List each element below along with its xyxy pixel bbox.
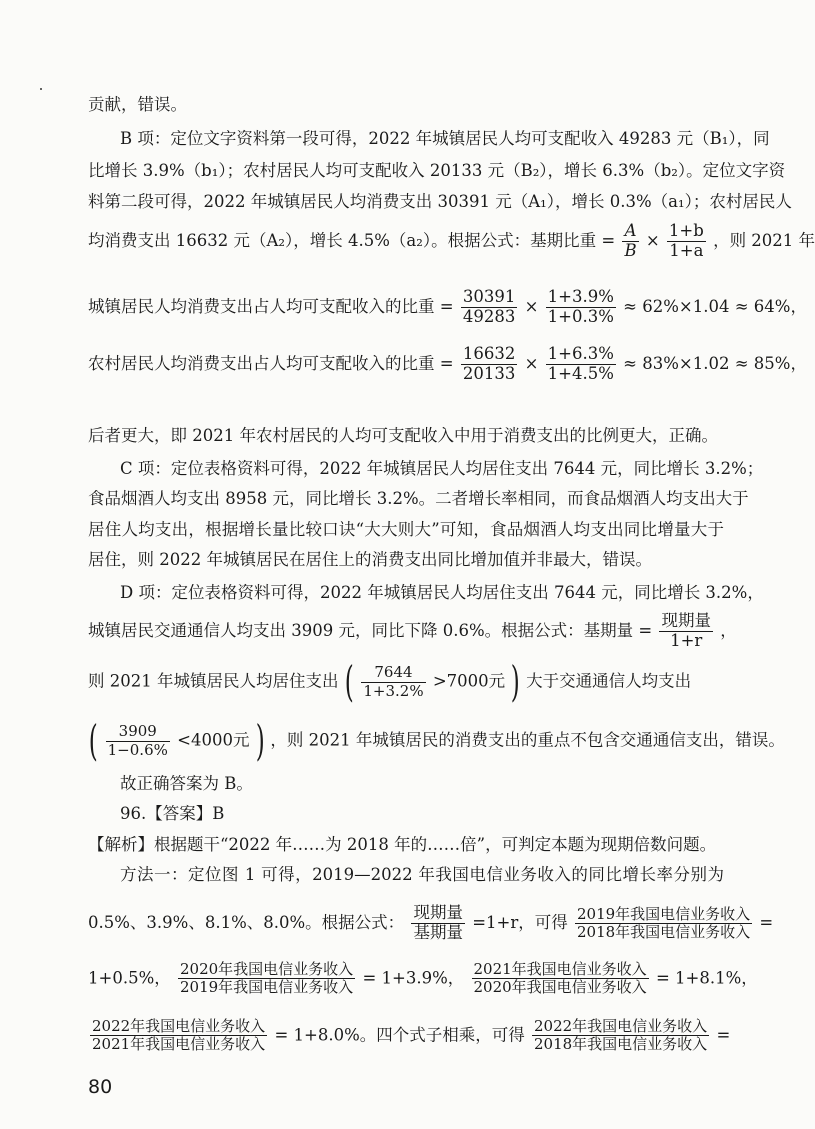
formula-line (88, 960, 758, 997)
text-line: 比增长 3.9%（b₁）；农村居民人均可支配收入 20133 元（B₂），增长 6.3%（b₂）。定位文字资 (88, 161, 786, 180)
fraction: $\frac{3909}{1-0.6\%}$ (107, 722, 168, 759)
answer-heading: 96.【答案】B (120, 804, 225, 823)
text: 则 2021 年城镇居民人均居住支出 (88, 671, 339, 691)
fraction: $\frac{30391}{49283}$ (462, 287, 516, 326)
text: = 1+8.0%。四个式子相乘，可得 (274, 1025, 525, 1045)
text: ≈ 62%×1.04 ≈ 64%， (623, 296, 807, 316)
text: = 1+3.9%， (362, 968, 465, 988)
fraction: $\frac{1+3.9\%}{1+0.3\%}$ (547, 287, 614, 326)
text-line: 方法一：定位图 1 可得，2019—2022 年我国电信业务收入的同比增长率分别为 (120, 865, 724, 884)
analysis-line: 【解析】根据题干“2022 年……为 2018 年的……倍”，可判定本题为现期倍数问题。 (88, 835, 717, 854)
text-line: 故正确答案为 B。 (120, 774, 253, 793)
fraction: $\frac{\text{2022年我国电信业务收入}}{\text{2021年我国电信业务收入}}$ (92, 1017, 266, 1054)
times-sign: × (524, 296, 539, 316)
text-line: 居住，则 2022 年城镇居民在居住上的消费支出同比增加值并非最大，错误。 (88, 550, 652, 569)
equals-sign: = (716, 1025, 731, 1045)
times-sign: × (645, 230, 660, 250)
text-line: 料第二段可得，2022 年城镇居民人均消费支出 30391 元（A₁），增长 0.3%（a₁）；农村居民人 (88, 192, 792, 211)
fraction: $\frac{\text{现期量}}{\text{基期量}}$ (413, 903, 463, 942)
text-line: C 项：定位表格资料可得，2022 年城镇居民人均居住支出 7644 元，同比增长 3.2%； (120, 459, 764, 478)
text: ，则 2021 年城镇居民的消费支出的重点不包含交通通信支出，错误。 (270, 730, 785, 750)
text: >7000元 (432, 671, 506, 691)
formula-line (88, 716, 785, 765)
text: =1+r，可得 (472, 912, 568, 932)
text-line: 居住人均支出，根据增长量比较口诀“大大则大”可知，食品烟酒人均支出同比增量大于 (88, 520, 724, 539)
fraction: $\frac{1+6.3\%}{1+4.5\%}$ (547, 344, 614, 383)
text-line: B 项：定位文字资料第一段可得，2022 年城镇居民人均可支配收入 49283 元（B₁），同 (120, 129, 770, 148)
text: 城镇居民交通通信人均支出 3909 元，同比下降 0.6%。根据公式：基期量 = (88, 620, 653, 640)
fraction: $\frac{\text{2019年我国电信业务收入}}{\text{2018年我国电信业务收入}}$ (576, 904, 751, 941)
page-number: 80 (88, 1076, 113, 1098)
text: = 1+8.1%， (655, 968, 758, 988)
text: 大于交通通信人均支出 (526, 671, 692, 691)
fraction: $\frac{7644}{1+3.2\%}$ (363, 663, 424, 700)
text: <4000元 (177, 730, 250, 750)
text: ≈ 83%×1.02 ≈ 85%， (623, 353, 807, 373)
formula-line (88, 344, 807, 384)
left-paren: ( (344, 657, 354, 706)
formula-line (88, 1017, 731, 1054)
text-line: 贡献，错误。 (88, 95, 187, 114)
text-line: 食品烟酒人均支出 8958 元，同比增长 3.2%。二者增长率相同，而食品烟酒人均支出大于 (88, 489, 749, 508)
text: 均消费支出 16632 元（A₂），增长 4.5%（a₂）。根据公式：基期比重 = (88, 230, 616, 250)
formula-line (88, 287, 807, 327)
text-line: D 项：定位表格资料可得，2022 年城镇居民人均居住支出 7644 元，同比增长 3.2%， (120, 583, 764, 602)
left-paren: ( (88, 716, 98, 765)
times-sign: × (524, 353, 539, 373)
text: 0.5%、3.9%、8.1%、8.0%。根据公式： (88, 912, 405, 932)
text: ，则 2021 年 (713, 230, 815, 250)
text-line: 后者更大，即 2021 年农村居民的人均可支配收入中用于消费支出的比例更大，正确。 (88, 426, 718, 445)
fraction: $\frac{16632}{20133}$ (462, 344, 516, 383)
fraction: $\frac{\text{2022年我国电信业务收入}}{\text{2018年我国电信业务收入}}$ (534, 1017, 708, 1054)
formula-line (88, 657, 724, 706)
right-paren: ) (255, 716, 265, 765)
fraction: $\frac{\text{2020年我国电信业务收入}}{\text{2019年我国电信业务收入}}$ (180, 960, 354, 997)
text: 城镇居民人均消费支出占人均可支配收入的比重 = (88, 296, 454, 316)
fraction: $\frac{\text{现期量}}{1+r}$ (661, 611, 711, 650)
text: 1+0.5%， (88, 968, 171, 988)
equals-sign: = (759, 912, 774, 932)
scan-speck (40, 88, 42, 90)
formula-line (88, 221, 815, 261)
formula-line (88, 903, 774, 943)
right-paren: ) (511, 657, 521, 706)
fraction: $\frac{A}{B}$ (624, 221, 637, 260)
fraction: $\frac{1+b}{1+a}$ (668, 221, 704, 260)
fraction: $\frac{\text{2021年我国电信业务收入}}{\text{2020年我国电信业务收入}}$ (473, 960, 647, 997)
formula-line (88, 611, 737, 651)
text: ， (720, 620, 737, 640)
text: 农村居民人均消费支出占人均可支配收入的比重 = (88, 353, 454, 373)
